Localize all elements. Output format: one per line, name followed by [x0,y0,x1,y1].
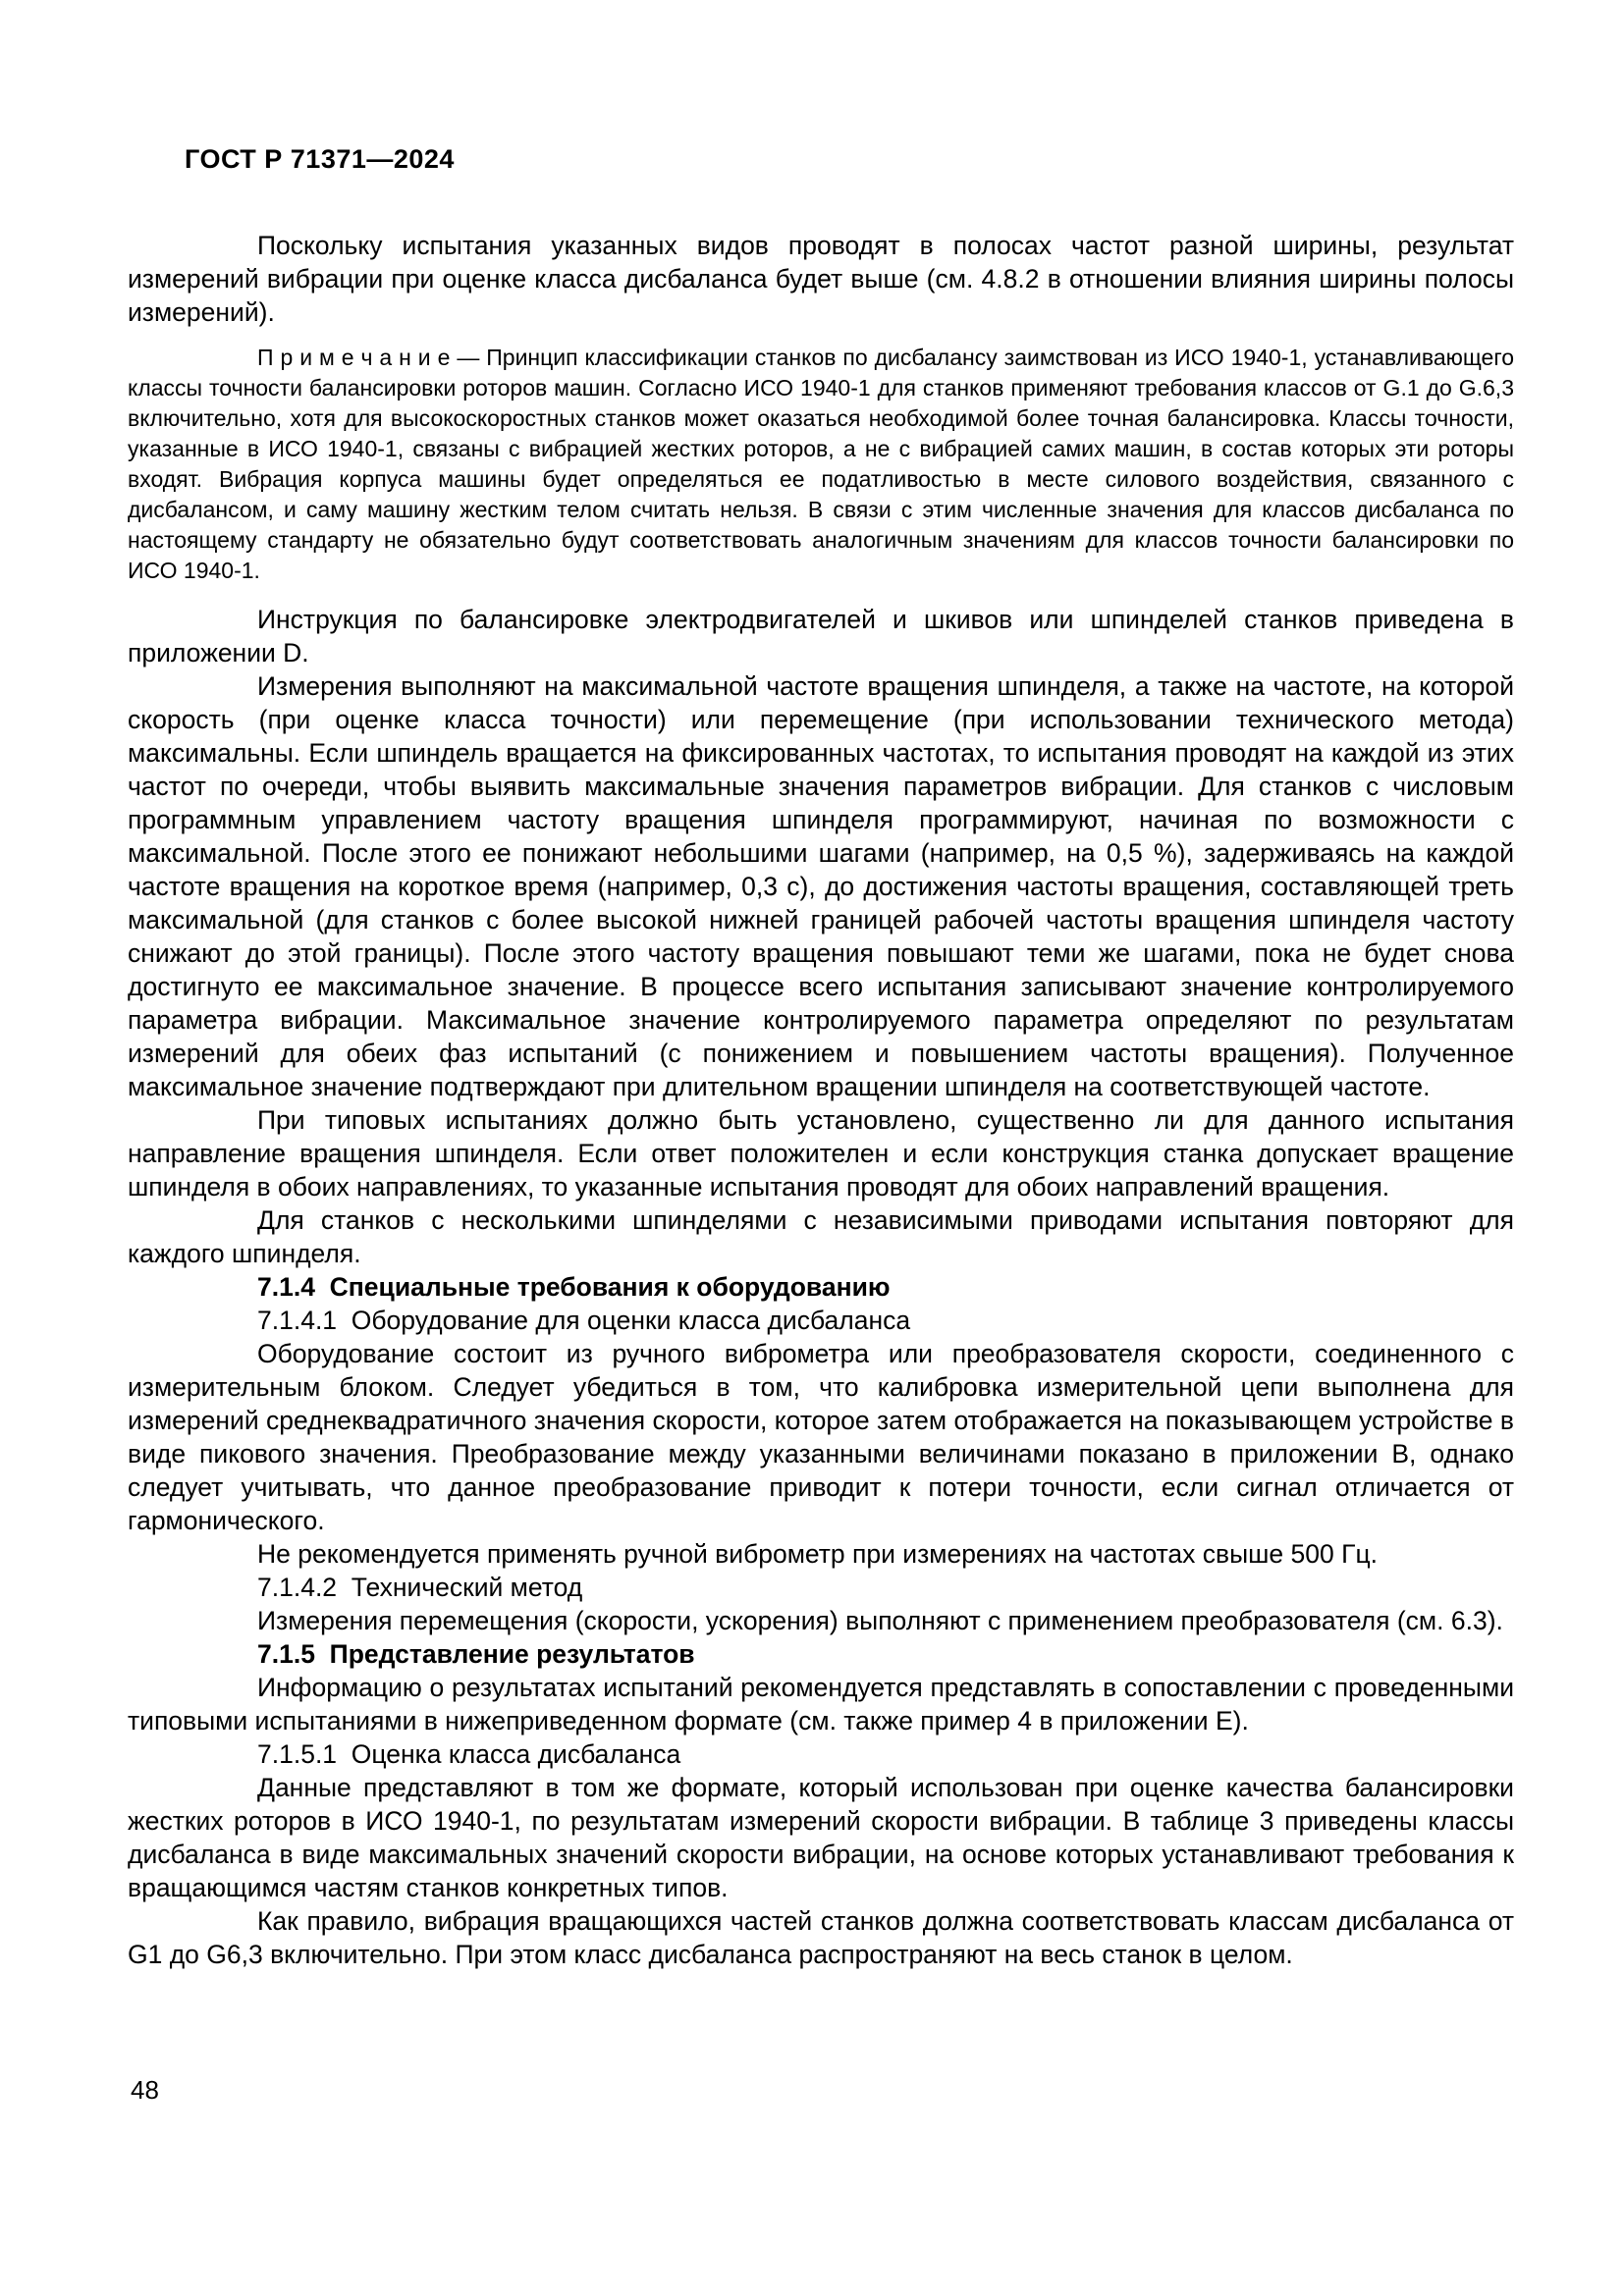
paragraph-data-format: Данные представляют в том же формате, который использован при оценке качества балансировки жестких роторов в ИСО 1940-1, по результатам измерений скорости вибрации. В таблице 3 приведены классы дисбаланса в виде максимальных значений скорости вибрации, на основе которых устанавливают требования к вращающимся частям станков конкретных типов. [128,1773,1514,1902]
section-heading-7-1-5: 7.1.5 Представление результатов [257,1639,695,1669]
paragraph-unbalance-class-range: Как правило, вибрация вращающихся частей станков должна соответствовать классам дисбаланса от G1 до G6,3 включительно. При этом класс дисбаланса распространяют на весь станок в целом. [128,1906,1514,1969]
paragraph-balancing-instruction: Инструкция по балансировке электродвигателей и шкивов или шпинделей станков приведена в приложении D. [128,605,1514,667]
subsection-heading-7-1-5-1: 7.1.5.1 Оценка класса дисбаланса [257,1739,681,1769]
paragraph-rotation-direction: При типовых испытаниях должно быть установлено, существенно ли для данного испытания направление вращения шпинделя. Если ответ положителен и если конструкция станка допускает вращение шпинделя в обоих направлениях, то указанные испытания проводят для обоих направлений вращения. [128,1105,1514,1201]
paragraph-multiple-spindles: Для станков с несколькими шпинделями с независимыми приводами испытания повторяют для каждого шпинделя. [128,1205,1514,1268]
paragraph-results-format: Информацию о результатах испытаний рекомендуется представлять в сопоставлении с проведенными типовыми испытаниями в нижеприведенном формате (см. также пример 4 в приложении Е). [128,1673,1514,1735]
page-number: 48 [131,2075,159,2105]
paragraph-vibrometer-recommendation: Не рекомендуется применять ручной виброметр при измерениях на частотах свыше 500 Гц. [257,1539,1378,1569]
paragraph-equipment-description: Оборудование состоит из ручного виброметра или преобразователя скорости, соединенного с измерительным блоком. Следует убедиться в том, что калибровка измерительной цепи выполнена для измерений среднеквадратичного значения скорости, которое затем отображается на показывающем устройстве в виде пикового значения. Преобразование между указанными величинами показано в приложении B, однако следует учитывать, что данное преобразование приводит к потери точности, если сигнал отличается от гармонического. [128,1339,1514,1535]
document-body [128,229,1514,1971]
section-heading-7-1-4: 7.1.4 Специальные требования к оборудованию [257,1272,891,1302]
paragraph-measurement-procedure: Измерения выполняют на максимальной частоте вращения шпинделя, а также на частоте, на которой скорость (при оценке класса точности) или перемещение (при использовании технического метода) максимальны. Если шпиндель вращается на фиксированных частотах, то испытания проводят на каждой из этих частот по очереди, чтобы выявить максимальные значения параметров вибрации. Для станков с числовым программным управлением частоту вращения шпинделя программируют, начиная по возможности с максимальной. После этого ее понижают небольшими шагами (например, на 0,5 %), задерживаясь на каждой частоте вращения на короткое время (например, 0,3 с), до достижения частоты вращения, составляющей треть максимальной (для станков с более высокой нижней границей рабочей частоты вращения шпинделя частоту снижают до этой границы). После этого частоту вращения повышают теми же шагами, пока не будет снова достигнуто ее максимальное значение. В процессе всего испытания записывают значение контролируемого параметра вибрации. Максимальное значение контролируемого параметра определяют по результатам измерений для обеих фаз испытаний (с понижением и повышением частоты вращения). Полученное максимальное значение подтверждают при длительном вращении шпинделя на соответствующей частоте. [128,671,1514,1101]
subsection-heading-7-1-4-2: 7.1.4.2 Технический метод [257,1573,583,1602]
paragraph-measurement-bands: Поскольку испытания указанных видов проводят в полосах частот разной ширины, результат измерений вибрации при оценке класса дисбаланса будет выше (см. 4.8.2 в отношении влияния ширины полосы измерений). [128,231,1514,327]
note-unbalance-classification: П р и м е ч а н и е — Принцип классификации станков по дисбалансу заимствован из ИСО 1940-1, устанавливающего классы точности балансировки роторов машин. Согласно ИСО 1940-1 для станков применяют требования классов от G.1 до G.6,3 включительно, хотя для высокоскоростных станков может оказаться необходимой более точная балансировка. Классы точности, указанные в ИСО 1940-1, связаны с вибрацией жестких роторов, а не с вибрацией самих машин, в состав которых эти роторы входят. Вибрация корпуса машины будет определяться ее податливостью в месте силового воздействия, связанного с дисбалансом, и саму машину жестким телом считать нельзя. В связи с этим численные значения для классов дисбаланса по настоящему стандарту не обязательно будут соответствовать аналогичным значениям для классов точности балансировки по ИСО 1940-1. [128,345,1514,583]
paragraph-technical-method: Измерения перемещения (скорости, ускорения) выполняют с применением преобразователя (см. 6.3). [257,1606,1503,1635]
subsection-heading-7-1-4-1: 7.1.4.1 Оборудование для оценки класса дисбаланса [257,1306,911,1335]
standard-designation-header: ГОСТ Р 71371—2024 [185,144,455,174]
